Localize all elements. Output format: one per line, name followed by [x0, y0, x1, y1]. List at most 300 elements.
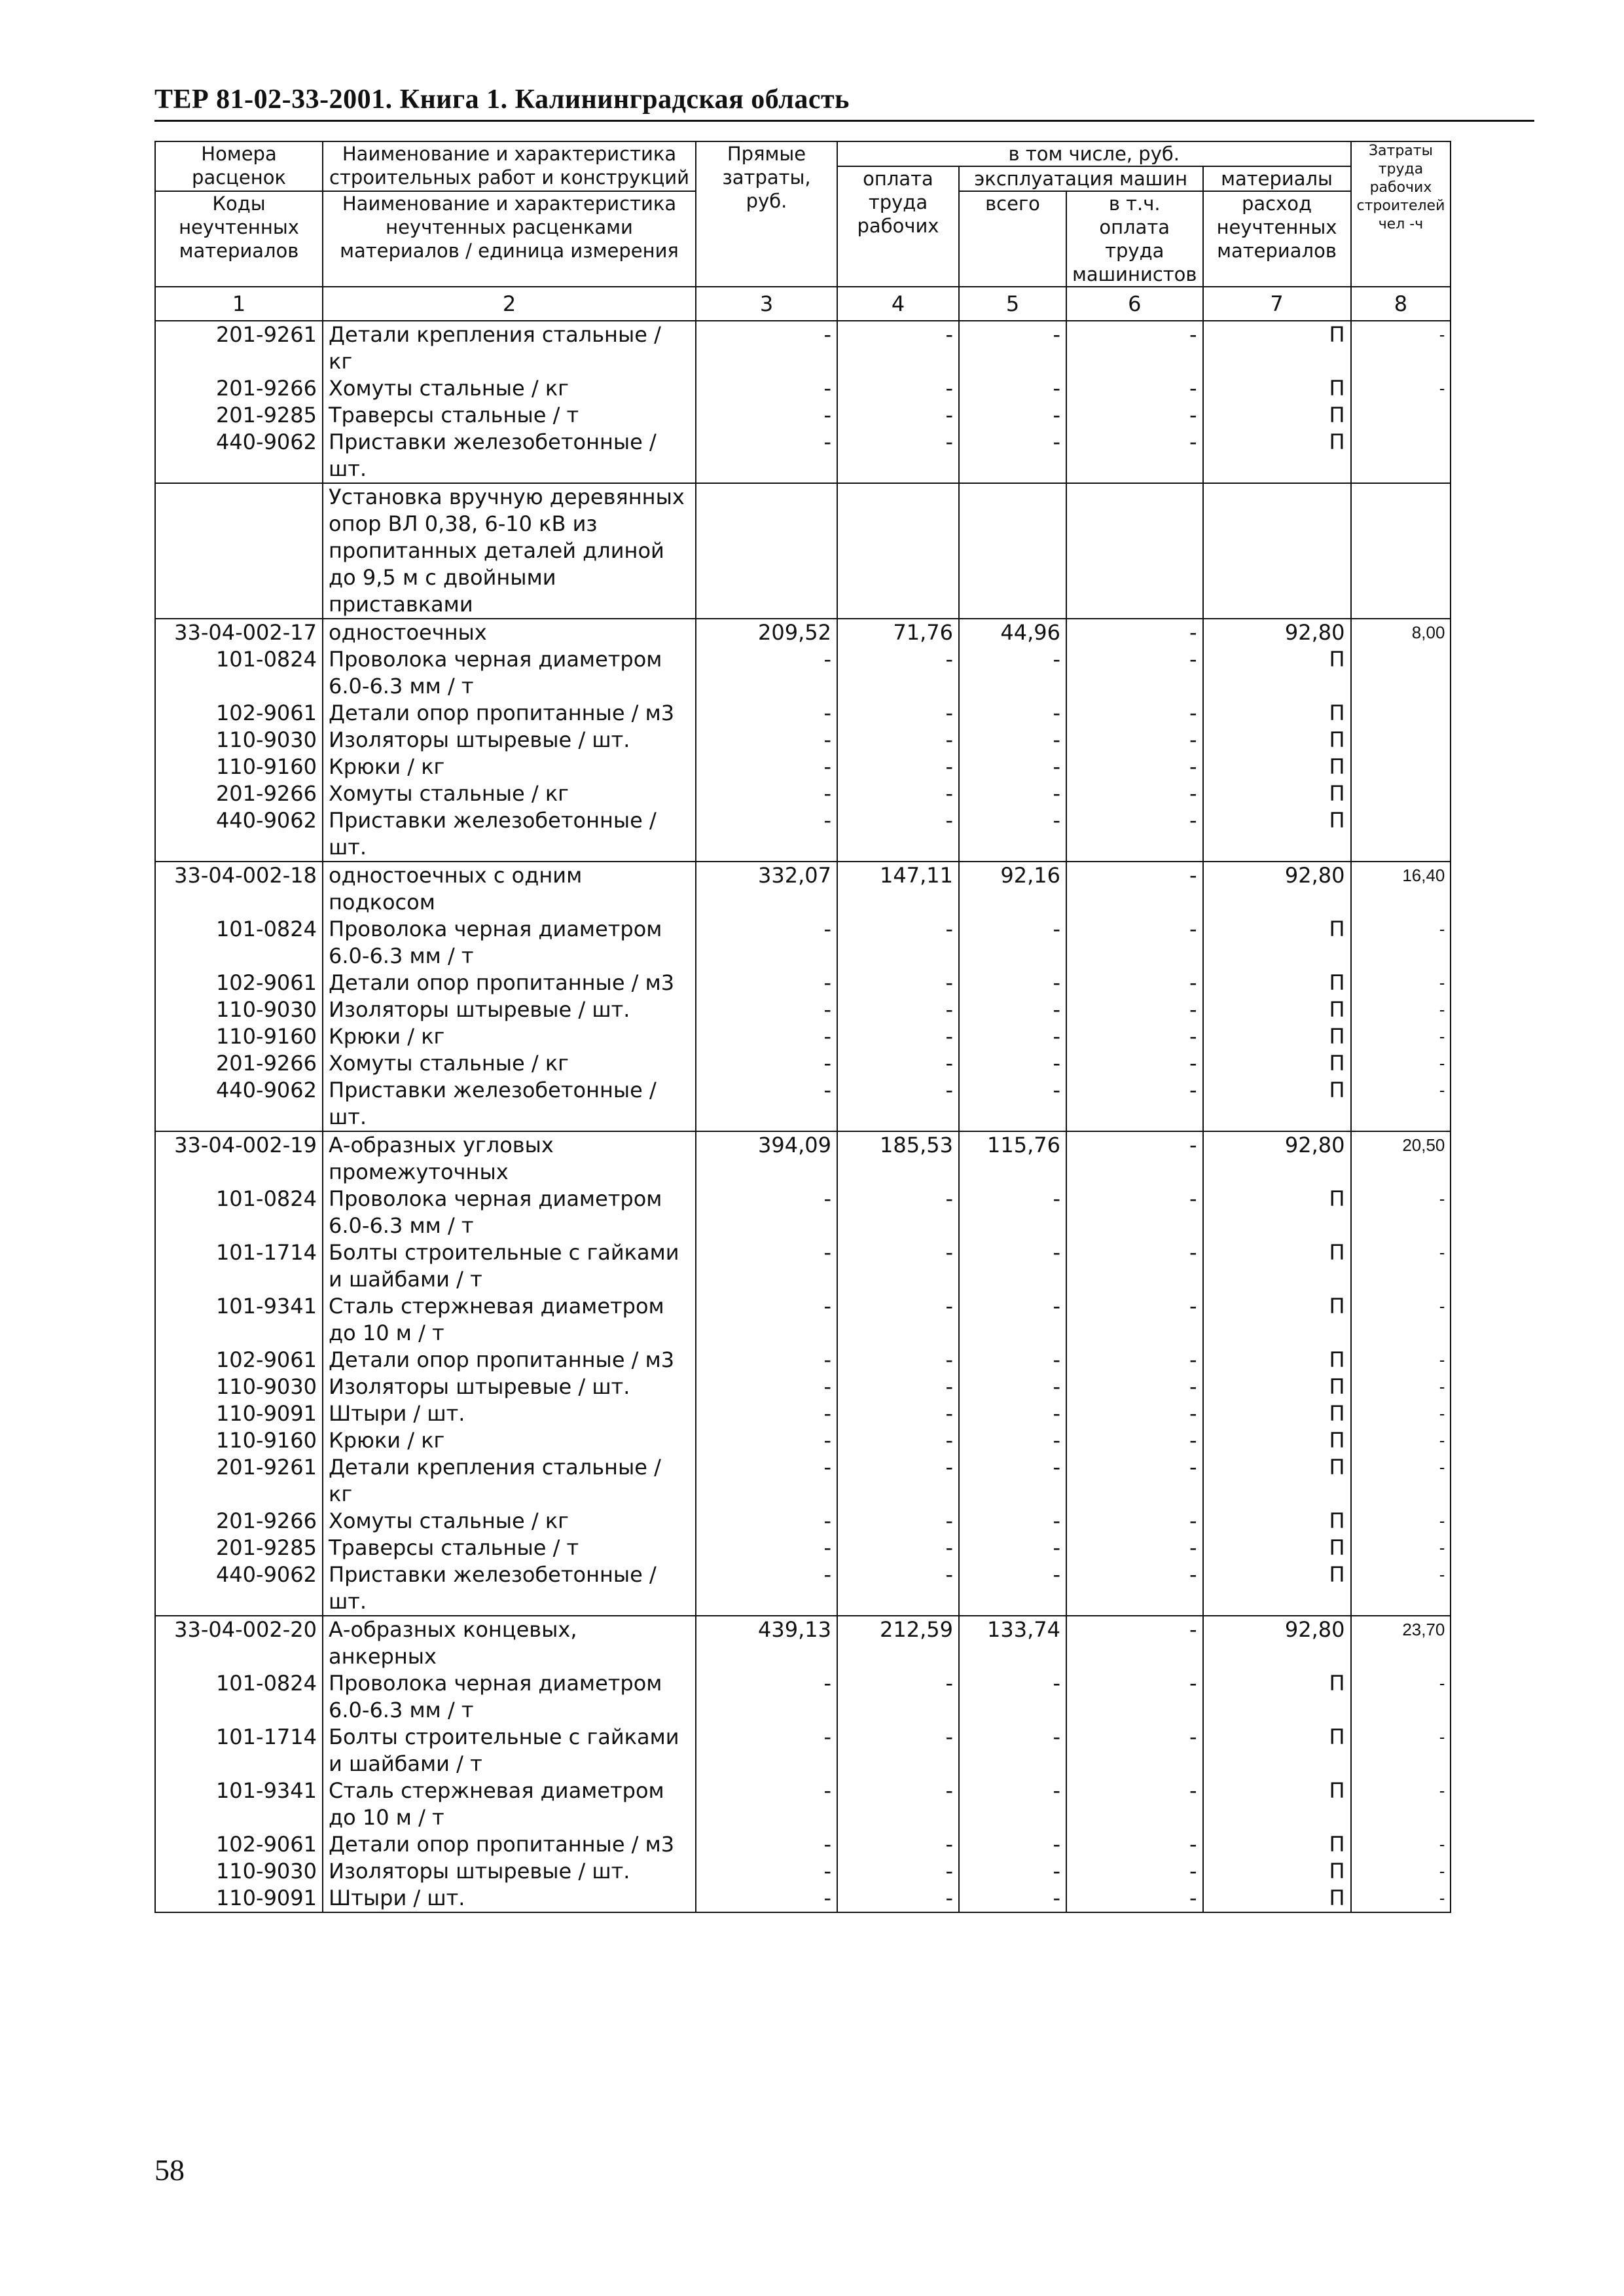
row-code: 110-9160 — [155, 1427, 323, 1454]
row-code — [155, 483, 323, 619]
labor-costs-cell: 23,70 — [1351, 1616, 1451, 1670]
direct-costs-cell: - — [696, 321, 837, 375]
machines-total-cell: - — [959, 754, 1066, 780]
machinist-pay-cell: - — [1066, 1616, 1203, 1670]
material-row — [155, 996, 1451, 1023]
worker-pay-cell: - — [837, 321, 959, 375]
row-name: Хомуты стальные / кг — [323, 1050, 696, 1077]
direct-costs-cell: - — [696, 1885, 837, 1912]
labor-costs-cell — [1351, 700, 1451, 727]
header-machinist-pay: в т.ч. оплата труда машинистов — [1066, 191, 1203, 287]
labor-costs-cell: - — [1351, 1535, 1451, 1561]
machines-total-cell: - — [959, 402, 1066, 429]
machines-total-cell: - — [959, 1724, 1066, 1777]
labor-costs-cell: 20,50 — [1351, 1131, 1451, 1186]
direct-costs-cell: - — [696, 1561, 837, 1616]
machinist-pay-cell: - — [1066, 321, 1203, 375]
labor-costs-cell: - — [1351, 970, 1451, 996]
row-code: 440-9062 — [155, 429, 323, 483]
machines-total-cell: - — [959, 1777, 1066, 1831]
machines-total-cell: - — [959, 1186, 1066, 1239]
machinist-pay-cell: - — [1066, 700, 1203, 727]
material-row — [155, 1427, 1451, 1454]
machinist-pay-cell: - — [1066, 1777, 1203, 1831]
direct-costs-cell: - — [696, 1858, 837, 1885]
direct-costs-cell: - — [696, 1374, 837, 1400]
machines-total-cell: - — [959, 727, 1066, 754]
labor-costs-cell: - — [1351, 1561, 1451, 1616]
machines-total-cell: - — [959, 700, 1066, 727]
materials-cell: П — [1203, 1777, 1351, 1831]
labor-costs-cell: - — [1351, 1374, 1451, 1400]
row-code: 110-9091 — [155, 1400, 323, 1427]
materials-cell: П — [1203, 402, 1351, 429]
material-row — [155, 1535, 1451, 1561]
machinist-pay-cell: - — [1066, 862, 1203, 916]
materials-cell: П — [1203, 1561, 1351, 1616]
rate-row — [155, 1616, 1451, 1670]
direct-costs-cell: - — [696, 1535, 837, 1561]
row-name: Изоляторы штыревые / шт. — [323, 727, 696, 754]
labor-costs-cell: - — [1351, 1347, 1451, 1374]
row-code: 201-9266 — [155, 1508, 323, 1535]
column-number: 3 — [696, 287, 837, 321]
page-title: ТЕР 81-02-33-2001. Книга 1. Калининградская область — [154, 84, 850, 115]
title-rule — [154, 120, 1534, 122]
material-row — [155, 1561, 1451, 1616]
machinist-pay-cell: - — [1066, 1050, 1203, 1077]
materials-cell: П — [1203, 1508, 1351, 1535]
direct-costs-cell: - — [696, 1077, 837, 1131]
row-code: 110-9091 — [155, 1885, 323, 1912]
machinist-pay-cell: - — [1066, 1131, 1203, 1186]
direct-costs-cell: - — [696, 700, 837, 727]
material-row — [155, 1023, 1451, 1050]
direct-costs-cell: - — [696, 780, 837, 807]
machines-total-cell: - — [959, 1427, 1066, 1454]
labor-costs-cell: - — [1351, 1077, 1451, 1131]
material-row — [155, 700, 1451, 727]
labor-costs-cell — [1351, 754, 1451, 780]
material-row — [155, 1858, 1451, 1885]
machines-total-cell: - — [959, 1347, 1066, 1374]
row-name: Болты строительные с гайками и шайбами / т — [323, 1239, 696, 1293]
direct-costs-cell: - — [696, 1347, 837, 1374]
direct-costs-cell: - — [696, 1427, 837, 1454]
row-code: 101-0824 — [155, 646, 323, 700]
materials-cell: П — [1203, 1831, 1351, 1858]
header-including: в том числе, руб. — [837, 141, 1351, 166]
machinist-pay-cell: - — [1066, 996, 1203, 1023]
machines-total-cell: 92,16 — [959, 862, 1066, 916]
machines-total-cell: - — [959, 321, 1066, 375]
materials-cell: П — [1203, 996, 1351, 1023]
direct-costs-cell: - — [696, 916, 837, 970]
column-number-row — [155, 287, 1451, 321]
machinist-pay-cell: - — [1066, 375, 1203, 402]
direct-costs-cell: - — [696, 1400, 837, 1427]
machinist-pay-cell — [1066, 483, 1203, 619]
direct-costs-cell: - — [696, 1831, 837, 1858]
header-labor-costs: Затраты труда рабочих строителей чел -ч — [1351, 141, 1451, 287]
worker-pay-cell: - — [837, 1023, 959, 1050]
row-code: 201-9266 — [155, 375, 323, 402]
row-name: Проволока черная диаметром 6.0-6.3 мм / т — [323, 1186, 696, 1239]
material-row — [155, 1454, 1451, 1508]
machines-total-cell: - — [959, 1077, 1066, 1131]
row-code: 33-04-002-17 — [155, 619, 323, 646]
labor-costs-cell: - — [1351, 1858, 1451, 1885]
worker-pay-cell: 147,11 — [837, 862, 959, 916]
direct-costs-cell: 332,07 — [696, 862, 837, 916]
machinist-pay-cell: - — [1066, 619, 1203, 646]
labor-costs-cell: - — [1351, 1400, 1451, 1427]
row-name: Хомуты стальные / кг — [323, 375, 696, 402]
row-name: Проволока черная диаметром 6.0-6.3 мм / т — [323, 916, 696, 970]
materials-cell: П — [1203, 646, 1351, 700]
machinist-pay-cell: - — [1066, 1374, 1203, 1400]
row-name: Детали опор пропитанные / м3 — [323, 1831, 696, 1858]
worker-pay-cell: - — [837, 916, 959, 970]
row-code: 110-9160 — [155, 1023, 323, 1050]
row-name: Изоляторы штыревые / шт. — [323, 1858, 696, 1885]
materials-cell: П — [1203, 970, 1351, 996]
worker-pay-cell: - — [837, 1347, 959, 1374]
labor-costs-cell: - — [1351, 1508, 1451, 1535]
row-code: 101-1714 — [155, 1239, 323, 1293]
table-header — [155, 141, 1451, 321]
materials-cell: П — [1203, 1239, 1351, 1293]
direct-costs-cell: - — [696, 1186, 837, 1239]
row-code: 110-9030 — [155, 1858, 323, 1885]
row-name: Приставки железобетонные / шт. — [323, 1561, 696, 1616]
machinist-pay-cell: - — [1066, 1293, 1203, 1347]
worker-pay-cell: - — [837, 1186, 959, 1239]
worker-pay-cell: - — [837, 1077, 959, 1131]
direct-costs-cell: - — [696, 1050, 837, 1077]
materials-cell: П — [1203, 1400, 1351, 1427]
row-name: Штыри / шт. — [323, 1885, 696, 1912]
materials-cell: П — [1203, 1023, 1351, 1050]
materials-cell: П — [1203, 1535, 1351, 1561]
row-code: 201-9266 — [155, 1050, 323, 1077]
worker-pay-cell: - — [837, 1858, 959, 1885]
material-row — [155, 1239, 1451, 1293]
header-direct-costs: Прямые затраты, руб. — [696, 141, 837, 287]
materials-cell: П — [1203, 1724, 1351, 1777]
row-code: 101-0824 — [155, 916, 323, 970]
labor-costs-cell: - — [1351, 1724, 1451, 1777]
materials-cell: П — [1203, 375, 1351, 402]
worker-pay-cell: - — [837, 402, 959, 429]
materials-cell: П — [1203, 429, 1351, 483]
material-row — [155, 1347, 1451, 1374]
material-row — [155, 429, 1451, 483]
direct-costs-cell: - — [696, 996, 837, 1023]
labor-costs-cell: - — [1351, 1777, 1451, 1831]
materials-cell: 92,80 — [1203, 862, 1351, 916]
header-material-codes: Коды неучтенных материалов — [155, 191, 323, 287]
machines-total-cell: - — [959, 1400, 1066, 1427]
material-row — [155, 1508, 1451, 1535]
material-row — [155, 1186, 1451, 1239]
labor-costs-cell: - — [1351, 1831, 1451, 1858]
header-worker-pay: оплата труда рабочих — [837, 166, 959, 287]
direct-costs-cell: - — [696, 1239, 837, 1293]
machinist-pay-cell: - — [1066, 1831, 1203, 1858]
row-name: одностоечных с одним подкосом — [323, 862, 696, 916]
materials-cell: П — [1203, 1374, 1351, 1400]
machines-total-cell: - — [959, 916, 1066, 970]
machines-total-cell: 133,74 — [959, 1616, 1066, 1670]
machinist-pay-cell: - — [1066, 1454, 1203, 1508]
row-name: А-образных концевых, анкерных — [323, 1616, 696, 1670]
direct-costs-cell: - — [696, 429, 837, 483]
worker-pay-cell: - — [837, 754, 959, 780]
worker-pay-cell: - — [837, 1374, 959, 1400]
row-name: Сталь стержневая диаметром до 10 м / т — [323, 1293, 696, 1347]
labor-costs-cell: - — [1351, 1050, 1451, 1077]
worker-pay-cell: - — [837, 1050, 959, 1077]
column-number: 2 — [323, 287, 696, 321]
row-code: 110-9030 — [155, 996, 323, 1023]
direct-costs-cell — [696, 483, 837, 619]
row-code: 201-9285 — [155, 402, 323, 429]
materials-cell: П — [1203, 727, 1351, 754]
machinist-pay-cell: - — [1066, 1427, 1203, 1454]
material-row — [155, 402, 1451, 429]
column-number: 8 — [1351, 287, 1451, 321]
machinist-pay-cell: - — [1066, 1077, 1203, 1131]
column-number: 4 — [837, 287, 959, 321]
row-code: 102-9061 — [155, 700, 323, 727]
row-code: 201-9266 — [155, 780, 323, 807]
worker-pay-cell: - — [837, 700, 959, 727]
material-row — [155, 321, 1451, 375]
labor-costs-cell: 16,40 — [1351, 862, 1451, 916]
labor-costs-cell: - — [1351, 1186, 1451, 1239]
material-row — [155, 970, 1451, 996]
worker-pay-cell: 185,53 — [837, 1131, 959, 1186]
direct-costs-cell: - — [696, 1508, 837, 1535]
machinist-pay-cell: - — [1066, 1858, 1203, 1885]
materials-cell: П — [1203, 1885, 1351, 1912]
labor-costs-cell: - — [1351, 1023, 1451, 1050]
machines-total-cell: 44,96 — [959, 619, 1066, 646]
row-code: 110-9030 — [155, 727, 323, 754]
row-code: 101-0824 — [155, 1670, 323, 1724]
labor-costs-cell — [1351, 780, 1451, 807]
labor-costs-cell: - — [1351, 321, 1451, 375]
materials-cell: П — [1203, 1186, 1351, 1239]
row-code: 440-9062 — [155, 1561, 323, 1616]
worker-pay-cell: - — [837, 1670, 959, 1724]
machinist-pay-cell: - — [1066, 807, 1203, 862]
worker-pay-cell: - — [837, 1427, 959, 1454]
labor-costs-cell: - — [1351, 996, 1451, 1023]
direct-costs-cell: - — [696, 402, 837, 429]
machinist-pay-cell: - — [1066, 916, 1203, 970]
worker-pay-cell: - — [837, 780, 959, 807]
machinist-pay-cell: - — [1066, 970, 1203, 996]
header-materials: материалы — [1203, 166, 1351, 191]
machinist-pay-cell: - — [1066, 727, 1203, 754]
machinist-pay-cell: - — [1066, 1670, 1203, 1724]
direct-costs-cell: 439,13 — [696, 1616, 837, 1670]
material-row — [155, 1374, 1451, 1400]
machinist-pay-cell: - — [1066, 1561, 1203, 1616]
row-name: Хомуты стальные / кг — [323, 1508, 696, 1535]
row-name: Установка вручную деревянных опор ВЛ 0,38, 6-10 кВ из пропитанных деталей длиной до 9,5 м с двойными приставками — [323, 483, 696, 619]
header-machines-total: всего — [959, 191, 1066, 287]
worker-pay-cell: - — [837, 1561, 959, 1616]
worker-pay-cell: - — [837, 1454, 959, 1508]
direct-costs-cell: - — [696, 1777, 837, 1831]
row-code: 102-9061 — [155, 1347, 323, 1374]
machinist-pay-cell: - — [1066, 429, 1203, 483]
machines-total-cell: - — [959, 1508, 1066, 1535]
worker-pay-cell: - — [837, 646, 959, 700]
row-name: Хомуты стальные / кг — [323, 780, 696, 807]
worker-pay-cell: - — [837, 375, 959, 402]
machines-total-cell: - — [959, 1454, 1066, 1508]
machines-total-cell: - — [959, 1670, 1066, 1724]
column-number: 1 — [155, 287, 323, 321]
materials-cell: 92,80 — [1203, 619, 1351, 646]
row-code: 33-04-002-18 — [155, 862, 323, 916]
material-row — [155, 1077, 1451, 1131]
machinist-pay-cell: - — [1066, 1186, 1203, 1239]
row-name: Изоляторы штыревые / шт. — [323, 1374, 696, 1400]
worker-pay-cell: - — [837, 1400, 959, 1427]
row-name: Детали опор пропитанные / м3 — [323, 970, 696, 996]
labor-costs-cell: - — [1351, 1293, 1451, 1347]
labor-costs-cell: - — [1351, 1670, 1451, 1724]
row-code: 33-04-002-19 — [155, 1131, 323, 1186]
machines-total-cell: - — [959, 1023, 1066, 1050]
section-heading-row — [155, 483, 1451, 619]
header-rate-number: Номера расценок — [155, 141, 323, 191]
labor-costs-cell: - — [1351, 1427, 1451, 1454]
row-name: Приставки железобетонные / шт. — [323, 807, 696, 862]
header-work-name: Наименование и характеристика строительных работ и конструкций — [323, 141, 696, 191]
labor-costs-cell: 8,00 — [1351, 619, 1451, 646]
labor-costs-cell — [1351, 807, 1451, 862]
material-row — [155, 727, 1451, 754]
worker-pay-cell: - — [837, 996, 959, 1023]
materials-cell — [1203, 483, 1351, 619]
materials-cell: П — [1203, 1347, 1351, 1374]
machines-total-cell: - — [959, 1374, 1066, 1400]
worker-pay-cell: - — [837, 807, 959, 862]
direct-costs-cell: - — [696, 1023, 837, 1050]
machines-total-cell: - — [959, 1050, 1066, 1077]
row-code: 101-0824 — [155, 1186, 323, 1239]
row-code: 102-9061 — [155, 970, 323, 996]
row-name: Проволока черная диаметром 6.0-6.3 мм / т — [323, 646, 696, 700]
materials-cell: П — [1203, 1293, 1351, 1347]
labor-costs-cell — [1351, 402, 1451, 429]
direct-costs-cell: - — [696, 1724, 837, 1777]
direct-costs-cell: - — [696, 646, 837, 700]
material-row — [155, 1831, 1451, 1858]
machines-total-cell: - — [959, 780, 1066, 807]
row-name: Траверсы стальные / т — [323, 1535, 696, 1561]
column-number: 6 — [1066, 287, 1203, 321]
rate-row — [155, 619, 1451, 646]
materials-cell: П — [1203, 1050, 1351, 1077]
machinist-pay-cell: - — [1066, 1239, 1203, 1293]
worker-pay-cell: - — [837, 1724, 959, 1777]
labor-costs-cell: - — [1351, 916, 1451, 970]
row-name: Проволока черная диаметром 6.0-6.3 мм / т — [323, 1670, 696, 1724]
row-code: 440-9062 — [155, 1077, 323, 1131]
worker-pay-cell: - — [837, 1293, 959, 1347]
direct-costs-cell: 394,09 — [696, 1131, 837, 1186]
machines-total-cell: - — [959, 1831, 1066, 1858]
machinist-pay-cell: - — [1066, 1724, 1203, 1777]
materials-cell: П — [1203, 780, 1351, 807]
material-row — [155, 375, 1451, 402]
column-number: 7 — [1203, 287, 1351, 321]
machines-total-cell — [959, 483, 1066, 619]
direct-costs-cell: - — [696, 970, 837, 996]
material-row — [155, 1400, 1451, 1427]
machines-total-cell: - — [959, 1561, 1066, 1616]
labor-costs-cell: - — [1351, 1454, 1451, 1508]
material-row — [155, 754, 1451, 780]
material-row — [155, 1777, 1451, 1831]
row-code: 201-9261 — [155, 1454, 323, 1508]
materials-cell: П — [1203, 754, 1351, 780]
material-row — [155, 1050, 1451, 1077]
labor-costs-cell — [1351, 727, 1451, 754]
header-material-name: Наименование и характеристика неучтенных расценками материалов / единица измерения — [323, 191, 696, 287]
machinist-pay-cell: - — [1066, 1400, 1203, 1427]
machinist-pay-cell: - — [1066, 646, 1203, 700]
row-code: 101-9341 — [155, 1293, 323, 1347]
machines-total-cell: 115,76 — [959, 1131, 1066, 1186]
direct-costs-cell: - — [696, 1670, 837, 1724]
direct-costs-cell: - — [696, 727, 837, 754]
worker-pay-cell: - — [837, 1535, 959, 1561]
machines-total-cell: - — [959, 375, 1066, 402]
row-name: Сталь стержневая диаметром до 10 м / т — [323, 1777, 696, 1831]
machinist-pay-cell: - — [1066, 780, 1203, 807]
row-code: 110-9030 — [155, 1374, 323, 1400]
worker-pay-cell: - — [837, 1831, 959, 1858]
materials-cell: П — [1203, 807, 1351, 862]
row-code: 110-9160 — [155, 754, 323, 780]
row-name: Крюки / кг — [323, 754, 696, 780]
materials-cell: 92,80 — [1203, 1616, 1351, 1670]
machinist-pay-cell: - — [1066, 1885, 1203, 1912]
direct-costs-cell: - — [696, 1293, 837, 1347]
row-name: Болты строительные с гайками и шайбами / т — [323, 1724, 696, 1777]
row-code: 102-9061 — [155, 1831, 323, 1858]
machines-total-cell: - — [959, 429, 1066, 483]
column-number: 5 — [959, 287, 1066, 321]
materials-cell: П — [1203, 916, 1351, 970]
worker-pay-cell: 71,76 — [837, 619, 959, 646]
machinist-pay-cell: - — [1066, 1023, 1203, 1050]
machines-total-cell: - — [959, 996, 1066, 1023]
materials-cell: П — [1203, 321, 1351, 375]
worker-pay-cell: - — [837, 429, 959, 483]
machines-total-cell: - — [959, 1535, 1066, 1561]
materials-cell: П — [1203, 1427, 1351, 1454]
machines-total-cell: - — [959, 1293, 1066, 1347]
